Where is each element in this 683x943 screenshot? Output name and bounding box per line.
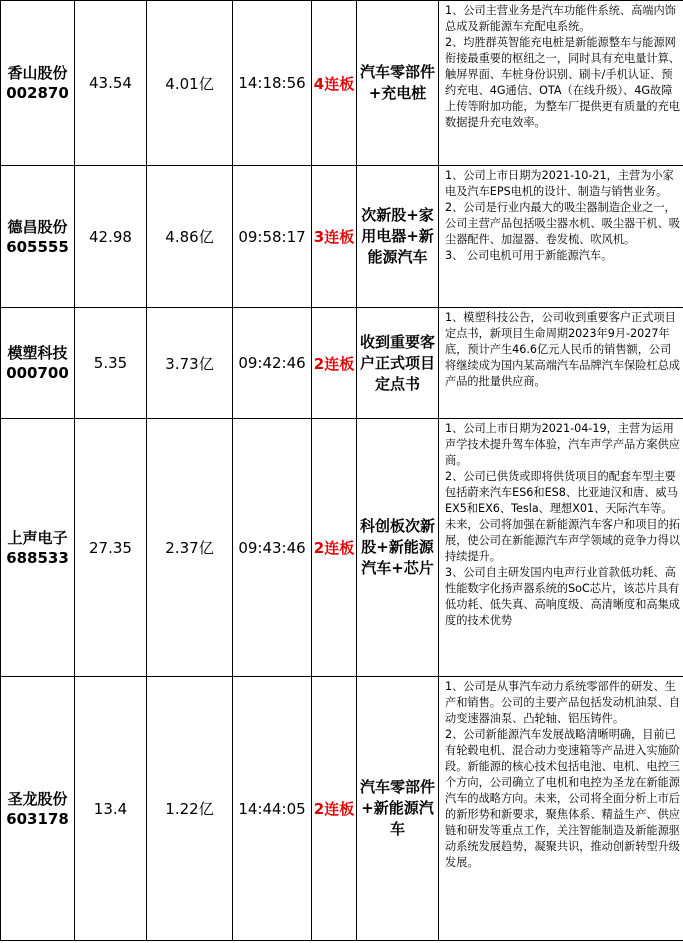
time-cell: 09:42:46: [233, 308, 312, 419]
concept-cell: 汽车零部件+新能源汽车: [357, 677, 439, 941]
time-cell: 14:44:05: [233, 677, 312, 941]
stock-code: 002870: [6, 84, 69, 102]
streak-cell: 2连板: [312, 419, 357, 677]
time-cell: 09:58:17: [233, 166, 312, 308]
concept-cell: 科创板次新股+新能源汽车+芯片: [357, 419, 439, 677]
stock-code: 603178: [6, 809, 69, 828]
concept-cell: 次新股+家用电器+新能源汽车: [357, 166, 439, 308]
streak-cell: 4连板: [312, 1, 357, 166]
description-cell: [439, 166, 683, 308]
description-paragraph: 1、公司上市日期为2021-04-19，主营为运用声学技术提升驾车体验，汽车声学产品方案供应商。: [445, 422, 680, 467]
price-cell: 43.54: [75, 1, 147, 166]
stock-name-cell: [1, 308, 75, 419]
table-row: [1, 166, 683, 308]
amount-cell: 1.22亿: [147, 677, 233, 941]
stock-name: 模塑科技: [7, 344, 68, 362]
description-cell: [439, 419, 683, 677]
price-cell: 13.4: [75, 677, 147, 941]
description-paragraph: 2、均胜群英智能充电桩是新能源整车与能源网衔接最重要的枢纽之一，同时具有充电量计算、触屏界面、车桩身份识别、刷卡/手机认证、预约充电、4G通信、OTA（在线升级）、4G故障上传等附加功能，为整车厂提供更有质量的充电数据提升充电效率。: [445, 36, 680, 129]
price-cell: 5.35: [75, 308, 147, 419]
table-row: [1, 1, 683, 166]
description-paragraph: 2、公司已供货或即将供货项目的配套车型主要包括蔚来汽车ES6和ES8、比亚迪汉和唐、威马EX5和EX6、Tesla、理想X01、天际汽车等。未来，公司将加强在新能源汽车客户和项目的拓展，使公司在新能源汽车声学领域的竞争力得以持续提升。: [445, 470, 680, 563]
amount-cell: 2.37亿: [147, 419, 233, 677]
description-paragraph: 1、模塑科技公告，公司收到重要客户正式项目定点书，新项目生命周期2023年9月-2027年底，预计产生46.6亿元人民币的销售额，公司将继续成为国内某高端汽车品牌汽车保险杠总成产品的批量供应商。: [445, 311, 680, 388]
description-paragraph: 1、公司是从事汽车动力系统零部件的研发、生产和销售。公司的主要产品包括发动机油泵、自动变速器油泵、凸轮轴、铝压铸件。: [445, 680, 680, 725]
stock-name-cell: [1, 677, 75, 941]
amount-cell: 4.86亿: [147, 166, 233, 308]
price-cell: 27.35: [75, 419, 147, 677]
streak-cell: 2连板: [312, 308, 357, 419]
streak-cell: 2连板: [312, 677, 357, 941]
stock-name: 上声电子: [7, 528, 68, 547]
time-cell: 09:43:46: [233, 419, 312, 677]
amount-cell: 4.01亿: [147, 1, 233, 166]
description-paragraph: 3、公司自主研发国内电声行业首款低功耗、高性能数字化扬声器系统的SoC芯片，该芯片具有低功耗、低失真、高响度级、高清晰度和高集成度的技术优势: [445, 566, 680, 627]
description-paragraph: 2、公司是行业内最大的吸尘器制造企业之一，公司主营产品包括吸尘器水机、吸尘器干机、吸尘器配件、加湿器、卷发梳、吹风机。: [445, 201, 680, 246]
stock-name: 德昌股份: [7, 217, 68, 236]
amount-cell: 3.73亿: [147, 308, 233, 419]
description-cell: [439, 1, 683, 166]
description-paragraph: 2、公司新能源汽车发展战略清晰明确，目前已有轮毂电机、混合动力变速箱等产品进入实施阶段。新能源的核心技术包括电池、电机、电控三个方向，公司确立了电机和电控为圣龙在新能源汽车的战略方向。未来，公司将全面分析上市后的新形势和新要求，聚焦体系、精益生产、供应链和研发等重点工作，关注智能制造及新能源驱动系统发展趋势，凝聚共识，推动创新转型升级发展。: [445, 728, 680, 869]
table-row: [1, 677, 683, 941]
table-row: [1, 308, 683, 419]
stock-code: 605555: [6, 237, 69, 256]
description-cell: [439, 677, 683, 941]
stock-name-cell: [1, 166, 75, 308]
concept-cell: 收到重要客户正式项目定点书: [357, 308, 439, 419]
time-cell: 14:18:56: [233, 1, 312, 166]
description-cell: [439, 308, 683, 419]
stock-name: 圣龙股份: [7, 789, 68, 808]
price-cell: 42.98: [75, 166, 147, 308]
stock-name: 香山股份: [7, 64, 68, 82]
description-paragraph: 1、公司主营业务是汽车功能件系统、高端内饰总成及新能源车充配电系统。: [445, 4, 676, 33]
stock-code: 688533: [6, 548, 69, 567]
stock-name-cell: [1, 419, 75, 677]
description-paragraph: 1、公司上市日期为2021-10-21，主营为小家电及汽车EPS电机的设计、制造与销售业务。: [445, 169, 674, 198]
table-row: [1, 419, 683, 677]
streak-cell: 3连板: [312, 166, 357, 308]
description-paragraph: 3、 公司电机可用于新能源汽车。: [445, 249, 613, 262]
stock-name-cell: [1, 1, 75, 166]
stock-code: 000700: [6, 364, 69, 382]
concept-cell: 汽车零部件+充电桩: [357, 1, 439, 166]
